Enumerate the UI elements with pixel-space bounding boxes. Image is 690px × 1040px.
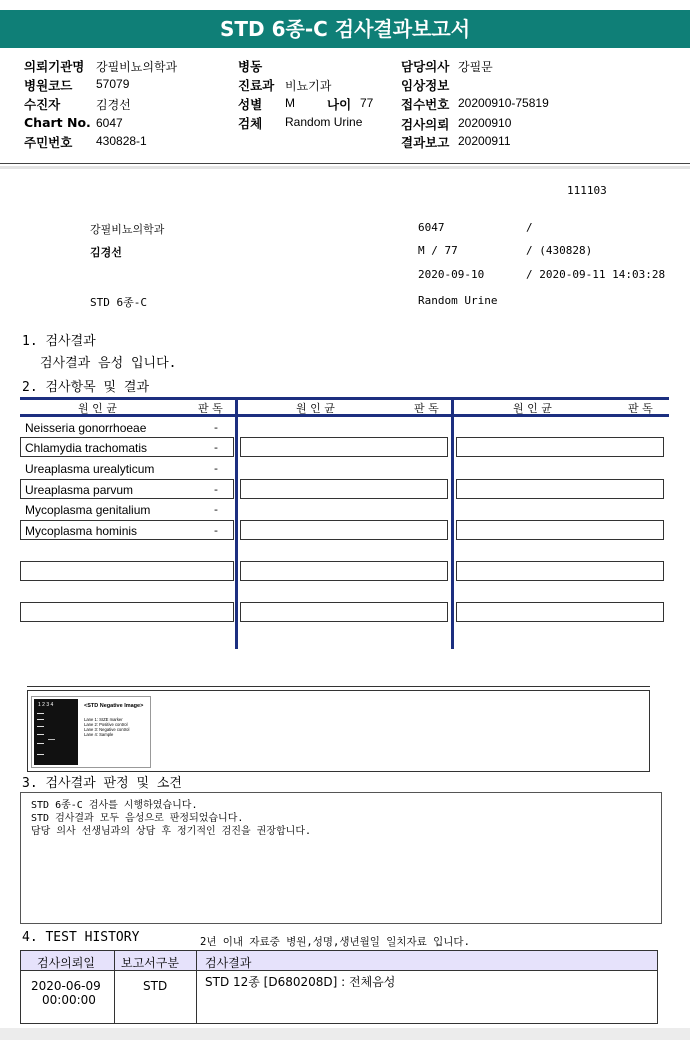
row-box [456,520,664,540]
col-result-3: 판 독 [628,402,653,415]
opinion-line-1: STD 6종-C 검사를 시행하였습니다. [31,800,198,811]
age-value: 77 [360,96,374,110]
row-box [456,437,664,457]
history-col-divider-1 [114,951,115,1023]
report-value: 20200911 [458,134,511,148]
receipt-label: 접수번호 [401,97,450,112]
organism-row-5: Mycoplasma genitalium [25,503,151,517]
result-row-3: - [214,462,218,475]
hospital-label: 의뢰기관명 [24,59,85,74]
request-label: 검사의뢰 [401,117,450,132]
age-label: 나이 [327,97,352,112]
dept-value: 비뇨기과 [285,79,332,93]
organism-row-6: Mycoplasma hominis [25,524,138,538]
history-col-result: 검사결과 [205,956,252,970]
id-label: 주민번호 [24,135,73,150]
col-organism-1: 원 인 균 [78,402,117,415]
report-label: 결과보고 [401,135,450,150]
summary-hospital: 강필비뇨의학과 [90,223,165,236]
row-box [456,561,664,581]
table-header-border [20,414,669,417]
col-result-2: 판 독 [414,402,439,415]
receipt-value: 20200910-75819 [458,96,549,110]
organism-row-1: Neisseria gonorrhoeae [25,421,147,435]
result-row-4: - [214,483,218,496]
summary-id: / (430828) [526,244,593,257]
request-value: 20200910 [458,116,512,130]
summary-datetime: / 2020-09-11 14:03:28 [526,268,666,281]
history-date: 2020-06-09 [31,979,101,993]
image-top-line [27,686,650,687]
patient-value: 김경선 [96,98,131,112]
table-divider-1 [235,397,238,649]
opinion-line-3: 담당 의사 선생님과의 상담 후 정기적인 검진을 권장합니다. [31,826,312,837]
row-box [240,520,448,540]
row-box [240,479,448,499]
result-row-2: - [214,441,218,454]
result-row-5: - [214,503,218,516]
patient-label: 수진자 [24,97,61,112]
gel-legend-2: Lane 2: Positive control [84,722,128,727]
section2-title: 2. 검사항목 및 결과 [22,380,150,395]
code-value: 57079 [96,77,130,91]
header-separator [0,166,690,169]
section4-note: 2년 이내 자료중 병원,성명,생년월일 일치자료 입니다. [200,936,470,948]
gel-legend-1: Lane 1: SIZE marker [84,717,123,722]
summary-sexage: M / 77 [418,244,458,257]
row-box [20,561,234,581]
history-col-date: 검사의뢰일 [37,956,95,970]
doctor-label: 담당의사 [401,59,450,74]
section1-text: 검사결과 음성 입니다. [40,356,177,371]
history-table [20,950,658,1024]
specimen-label: 검체 [238,116,263,131]
summary-test: STD 6종-C [90,296,147,309]
col-organism-2: 원 인 균 [296,402,335,415]
summary-slash: / [526,221,533,234]
col-organism-3: 원 인 균 [513,402,552,415]
chart-label: Chart No. [24,115,91,130]
history-header [21,951,657,971]
gel-legend-3: Lane 3: Negative control [84,727,130,732]
doctor-value: 강필문 [458,60,493,74]
row-box [456,479,664,499]
id-value: 430828-1 [96,134,147,148]
col-result-1: 판 독 [198,402,223,415]
report-header [0,52,690,164]
summary-specimen: Random Urine [418,294,498,307]
organism-row-3: Ureaplasma urealyticum [25,462,155,476]
gel-legend-4: Lane 4: Sample [84,732,114,737]
table-divider-2 [451,397,454,649]
summary-code: 111103 [567,184,607,197]
report-title: STD 6종-C 검사결과보고서 [0,10,690,48]
summary-chart: 6047 [418,221,445,234]
result-row-6: - [214,524,218,537]
section1-title: 1. 검사결과 [22,334,96,349]
gel-title: <STD Negative Image> [84,703,144,709]
ward-label: 병동 [238,59,263,74]
organism-row-4: Ureaplasma parvum [25,483,134,497]
gel-lanes-image [34,699,78,765]
hospital-value: 강필비뇨의학과 [96,60,178,74]
row-box [456,602,664,622]
bottom-bar [0,1028,690,1040]
summary-patient: 김경선 [90,246,122,259]
sex-label: 성별 [238,97,263,112]
section3-title: 3. 검사결과 판정 및 소견 [22,776,182,791]
history-col-divider-2 [196,951,197,1023]
row-box [240,602,448,622]
code-label: 병원코드 [24,78,73,93]
chart-value: 6047 [96,116,123,130]
row-box [240,437,448,457]
gel-lane-numbers: 1 2 3 4 [38,702,54,708]
table-top-border [20,397,669,400]
summary-date: 2020-09-10 [418,268,485,281]
history-time: 00:00:00 [42,993,96,1007]
opinion-box [20,792,662,924]
history-type: STD [143,979,168,993]
row-box [20,602,234,622]
section4-title: 4. TEST HISTORY [22,930,140,945]
opinion-line-2: STD 검사결과 모두 음성으로 판정되었습니다. [31,813,244,824]
gel-image [31,696,151,768]
history-col-type: 보고서구분 [121,956,179,970]
organism-row-2: Chlamydia trachomatis [25,441,148,455]
clinical-label: 임상정보 [401,78,450,93]
row-box [240,561,448,581]
sex-value: M [285,96,295,110]
specimen-value: Random Urine [285,115,363,129]
dept-label: 진료과 [238,78,275,93]
result-row-1: - [214,421,218,434]
history-result: STD 12종 [D680208D] : 전체음성 [205,975,396,989]
